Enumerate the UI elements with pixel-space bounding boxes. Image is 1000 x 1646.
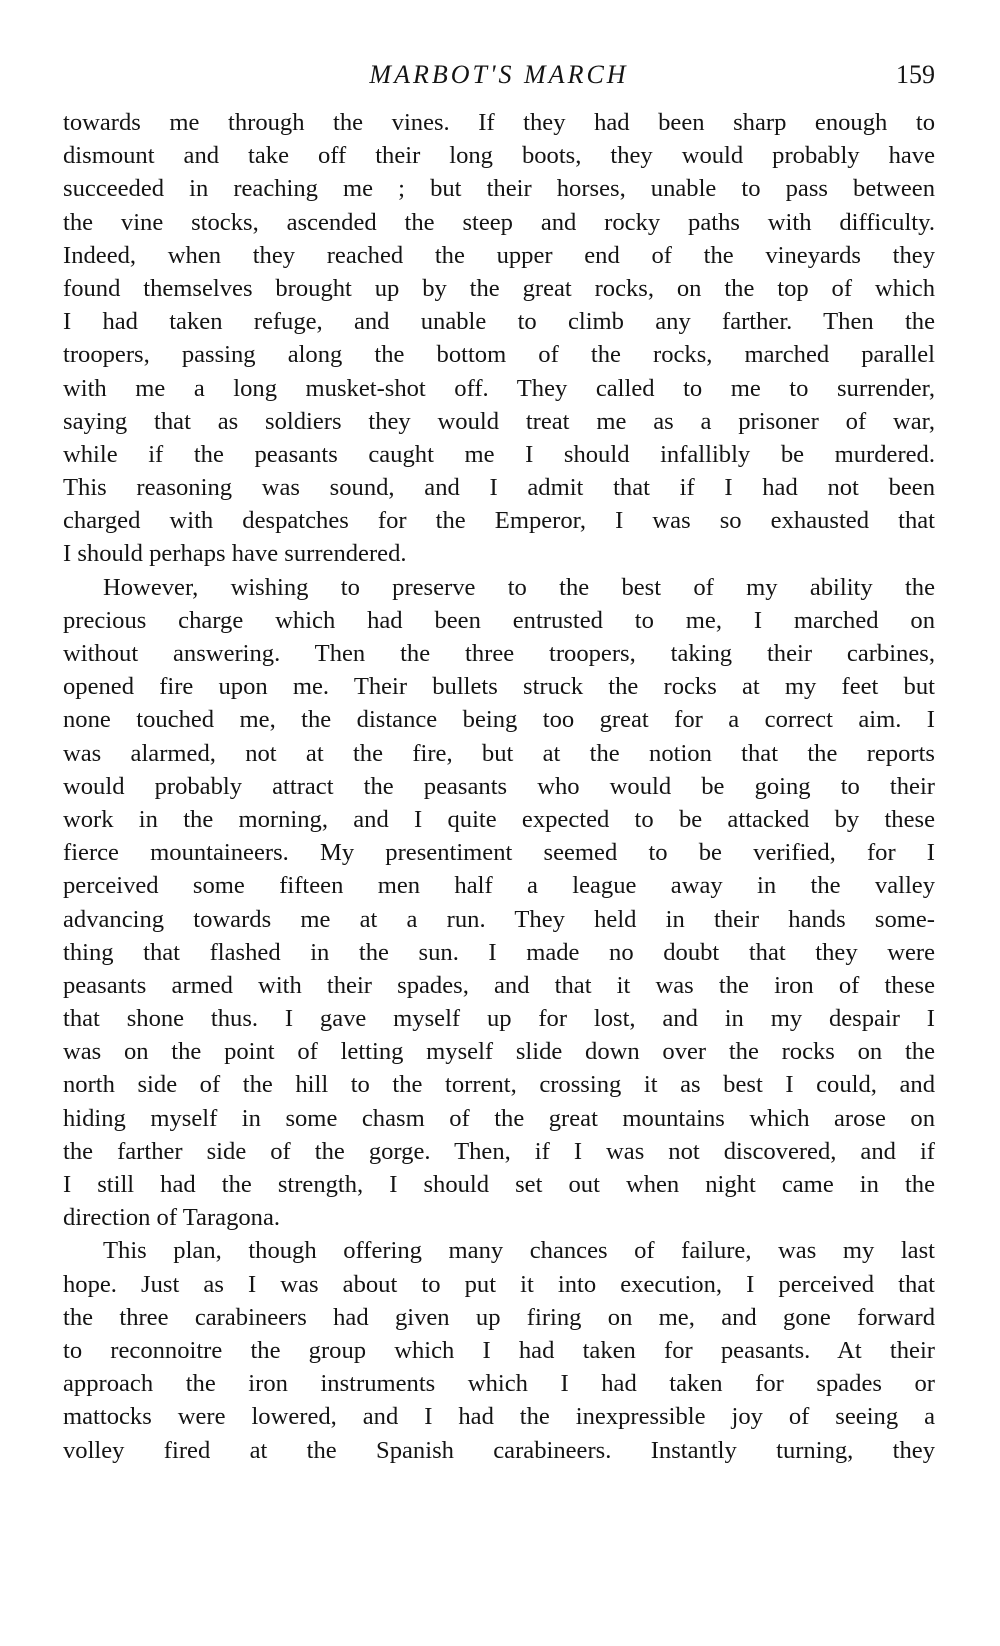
text-line: work in the morning, and I quite expected to be attacked by these (63, 805, 935, 833)
text-line: succeeded in reaching me ; but their horses, unable to pass between (63, 175, 935, 203)
text-line: perceived some fifteen men half a league away in the valley (63, 872, 935, 900)
text-line: without answering. Then the three troopers, taking their carbines, (63, 640, 935, 667)
text-line: advancing towards me at a run. They held in their hands some- (63, 905, 935, 933)
book-page (63, 52, 935, 1467)
text-line: was alarmed, not at the fire, but at the notion that the reports (63, 739, 935, 767)
text-line: was on the point of letting myself slide down over the rocks on the (63, 1038, 935, 1066)
text-line: precious charge which had been entrusted to me, I marched on (63, 606, 935, 634)
text-line: the three carabineers had given up firing on me, and gone forward (63, 1303, 935, 1331)
text-line: mattocks were lowered, and I had the inexpressible joy of seeing a (63, 1403, 935, 1431)
text-line: the farther side of the gorge. Then, if I was not discovered, and if (63, 1137, 935, 1165)
text-line: saying that as soldiers they would treat me as a prisoner of war, (63, 407, 935, 435)
text-line: to reconnoitre the group which I had taken for peasants. At their (63, 1336, 935, 1364)
text-line: I should perhaps have surrendered. (63, 540, 407, 568)
text-line: charged with despatches for the Emperor, I was so exhausted that (63, 507, 935, 535)
text-line: This plan, though offering many chances of failure, was my last (103, 1237, 935, 1265)
text-line: with me a long musket-shot off. They called to me to surrender, (63, 374, 935, 402)
text-line: thing that flashed in the sun. I made no doubt that they were (63, 938, 935, 966)
text-line: hiding myself in some chasm of the great mountains which arose on (63, 1104, 935, 1132)
text-line: approach the iron instruments which I had taken for spades or (63, 1370, 935, 1398)
text-line: This reasoning was sound, and I admit that if I had not been (63, 474, 935, 502)
text-line: found themselves brought up by the great rocks, on the top of which (63, 274, 935, 302)
text-line: none touched me, the distance being too great for a correct aim. I (63, 706, 935, 734)
text-line: the vine stocks, ascended the steep and rocky paths with difficulty. (63, 208, 935, 236)
text-line: towards me through the vines. If they had been sharp enough to (63, 109, 935, 136)
running-title: MARBOT'S MARCH (369, 60, 629, 89)
text-line: hope. Just as I was about to put it into execution, I perceived that (63, 1270, 935, 1298)
text-line: north side of the hill to the torrent, crossing it as best I could, and (63, 1071, 935, 1099)
text-line: fierce mountaineers. My presentiment seemed to be verified, for I (63, 839, 935, 867)
text-line: However, wishing to preserve to the best of my ability the (103, 573, 935, 601)
text-line: that shone thus. I gave myself up for lost, and in my despair I (63, 1005, 935, 1033)
text-line: opened fire upon me. Their bullets struck the rocks at my feet but (63, 673, 935, 701)
text-line: I had taken refuge, and unable to climb any farther. Then the (63, 308, 935, 336)
text-line: would probably attract the peasants who would be going to their (63, 772, 935, 800)
text-line: peasants armed with their spades, and that it was the iron of these (63, 971, 935, 999)
text-line: dismount and take off their long boots, they would probably have (63, 142, 935, 170)
text-line: direction of Taragona. (63, 1204, 281, 1232)
text-line: I still had the strength, I should set out when night came in the (63, 1171, 935, 1198)
body-text (63, 106, 935, 1467)
text-line: troopers, passing along the bottom of the rocks, marched parallel (63, 341, 935, 369)
running-head (63, 52, 935, 100)
text-line: Indeed, when they reached the upper end of the vineyards they (63, 241, 935, 269)
page-number: 159 (896, 60, 935, 89)
text-line: while if the peasants caught me I should infallibly be murdered. (63, 440, 935, 468)
text-line: volley fired at the Spanish carabineers. Instantly turning, they (63, 1436, 935, 1464)
